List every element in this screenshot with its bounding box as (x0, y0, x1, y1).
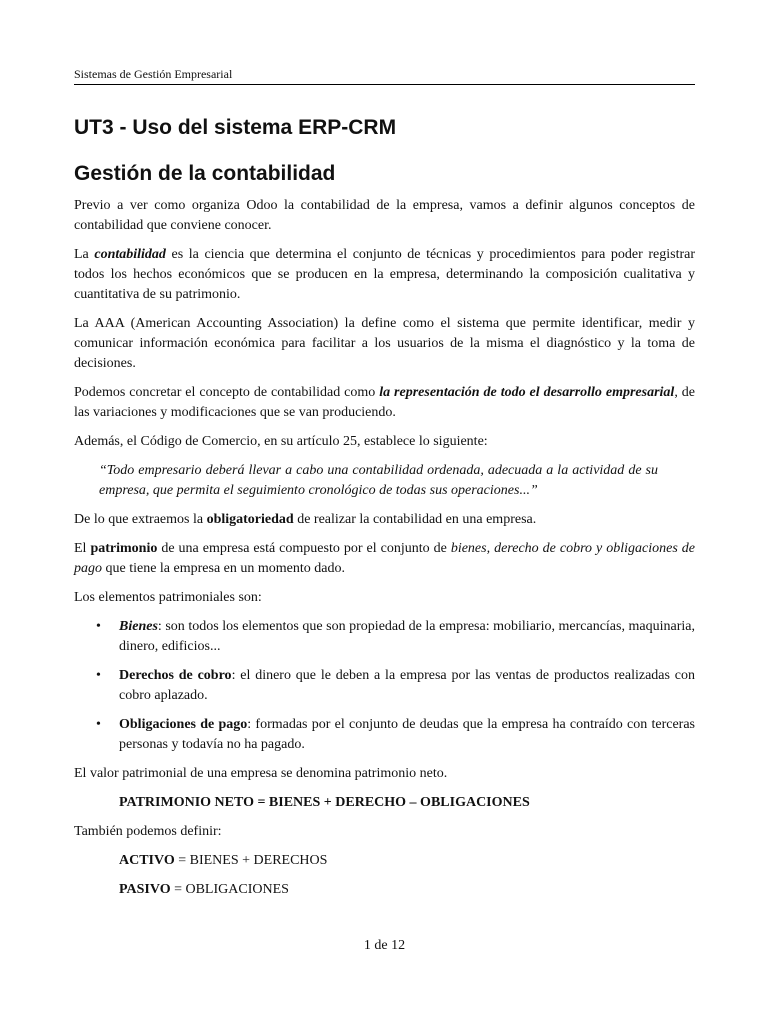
formula-activo (74, 851, 695, 871)
paragraph-definir: También podemos definir: (74, 824, 222, 839)
paragraph-aaa: La AAA (American Accounting Association) la define como el sistema que permite identificar, medir y comunicar información económica para facilitar a los usuarios de la misma el diagnóstico y la toma de decisiones. (74, 316, 695, 371)
paragraph-obligatoriedad (74, 510, 695, 530)
list-item-term: Derechos de cobro (119, 668, 232, 683)
list-item-term: Obligaciones de pago (119, 717, 248, 732)
emphasis-definition: la representación de todo el desarrollo empresarial (379, 385, 675, 400)
text-span: es la ciencia que determina el conjunto de técnicas y procedimientos para poder registrar todos los hechos económicos que se producen en la empresa, determinando la composición cualitativa y cuantitativa de su patrimonio. (74, 247, 696, 302)
term-pasivo: PASIVO (119, 882, 171, 897)
text-span: de una empresa está compuesto por el conjunto de (157, 541, 451, 556)
paragraph-intro: Previo a ver como organiza Odoo la contabilidad de la empresa, vamos a definir algunos conceptos de contabilidad que conviene conocer. (74, 198, 695, 233)
paragraph-valor-patrimonial: El valor patrimonial de una empresa se denomina patrimonio neto. (74, 766, 448, 781)
bullet-icon: • (96, 668, 101, 683)
list-item-text: : formadas por el conjunto de deudas que la empresa ha contraído con terceras personas y todavía no ha pagado. (119, 717, 695, 752)
running-header: Sistemas de Gestión Empresarial (74, 67, 695, 85)
formula-pasivo (74, 880, 695, 900)
page-title: UT3 - Uso del sistema ERP-CRM (74, 116, 397, 139)
formula-rest: = OBLIGACIONES (170, 882, 289, 897)
list-item-term: Bienes (119, 619, 158, 634)
patrimonio-components: bienes, derecho de cobro y obligaciones de pago (74, 541, 695, 576)
text-span: La (74, 247, 95, 262)
bullet-icon: • (96, 717, 101, 732)
formula-text: PATRIMONIO NETO = BIENES + DERECHO – OBLIGACIONES (119, 795, 530, 810)
paragraph-elementos: Los elementos patrimoniales son: (74, 590, 262, 605)
page-number: 1 de 12 (363, 938, 406, 953)
list-item-text: : el dinero que le deben a la empresa por las ventas de productos realizadas con cobro aplazado. (119, 668, 695, 703)
term-patrimonio: patrimonio (90, 541, 158, 556)
paragraph-concepto (74, 383, 695, 423)
list-item (74, 617, 695, 657)
text-span: que tiene la empresa en un momento dado. (102, 561, 345, 576)
document-body (74, 196, 695, 909)
text-span: De lo que extraemos la (74, 512, 207, 527)
legal-quote: “Todo empresario deberá llevar a cabo una contabilidad ordenada, adecuada a la actividad de su empresa, que permita el seguimiento cronológico de todas sus operaciones...” (99, 463, 658, 498)
paragraph-contabilidad (74, 245, 695, 305)
section-title: Gestión de la contabilidad (74, 162, 336, 185)
term-activo: ACTIVO (119, 853, 175, 868)
list-item-text: : son todos los elementos que son propiedad de la empresa: mobiliario, mercancías, maquinaria, dinero, edificios... (119, 619, 695, 654)
bullet-icon: • (96, 619, 101, 634)
list-item (74, 715, 695, 755)
text-span: de realizar la contabilidad en una empresa. (293, 512, 537, 527)
list-item (74, 666, 695, 706)
formula-rest: = BIENES + DERECHOS (174, 853, 328, 868)
term-contabilidad: contabilidad (94, 247, 166, 262)
text-span: Podemos concretar el concepto de contabilidad como (74, 385, 380, 400)
formula-patrimonio-neto (74, 793, 695, 813)
term-obligatoriedad: obligatoriedad (206, 512, 294, 527)
elementos-list (74, 617, 695, 755)
text-span: , de las variaciones y modificaciones que se van produciendo. (74, 385, 695, 420)
text-span: El (74, 541, 91, 556)
paragraph-patrimonio (74, 539, 695, 579)
paragraph-codigo-comercio: Además, el Código de Comercio, en su artículo 25, establece lo siguiente: (74, 434, 488, 449)
